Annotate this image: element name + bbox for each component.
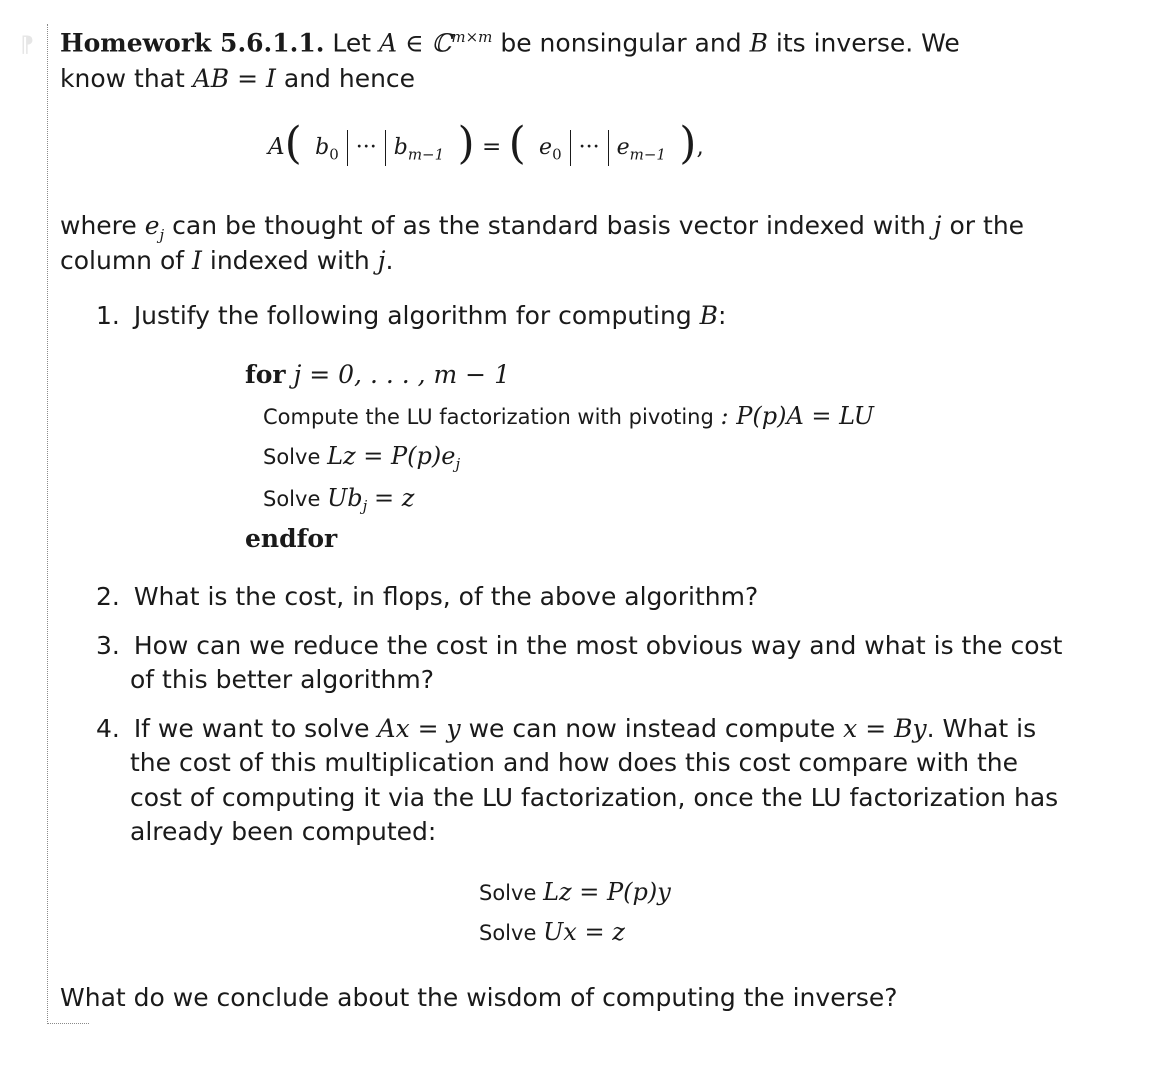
solve-math: Ux = z (543, 918, 625, 946)
list-text: the cost of this multiplication and how does this cost compare with the (130, 748, 1019, 777)
list-item-2 (96, 582, 758, 611)
math-equals: = (481, 134, 502, 160)
algo-step-1 (263, 402, 874, 430)
math-subscript: m−1 (629, 145, 666, 164)
math-ej: e (144, 211, 160, 240)
algo-for-expression: j = 0, . . . , m − 1 (293, 360, 510, 389)
math-Ax: Ax (377, 714, 410, 743)
homework-text: Let (332, 28, 372, 58)
column-bar (608, 130, 609, 166)
list-text: of this better algorithm? (130, 665, 434, 694)
math-j: j (933, 211, 942, 240)
where-text: where (60, 211, 137, 240)
math-dots: ··· (578, 135, 600, 160)
solve-step-2 (479, 918, 625, 946)
algo-for-line (245, 360, 510, 389)
algo-for-keyword: for (245, 360, 286, 389)
where-text: . (385, 246, 394, 275)
math-A-in-C: A ∈ ℂ (379, 28, 452, 58)
algo-step-3 (263, 484, 414, 515)
right-paren: ) (679, 118, 697, 169)
math-dots: ··· (355, 135, 377, 160)
math-equals: = (417, 714, 439, 743)
conclusion-line (60, 983, 898, 1012)
solve-text: Solve (479, 881, 537, 905)
where-text: indexed with (209, 246, 370, 275)
list-number: 2. (96, 582, 120, 611)
algo-step-text: Compute the LU factorization with pivoting (263, 405, 714, 429)
left-paren: ( (508, 118, 526, 169)
homework-text: its inverse. We (775, 28, 960, 58)
math-subscript: 0 (329, 145, 339, 164)
math-equals: = (865, 714, 887, 743)
where-text: column of (60, 246, 185, 275)
left-paren: ( (284, 118, 302, 169)
list-text: If we want to solve (133, 714, 370, 743)
homework-line-1 (60, 28, 960, 57)
column-bar (385, 130, 386, 166)
math-b0: b (315, 135, 330, 160)
list-number: 4. (96, 714, 120, 743)
algo-step-math: Lz = P(p)e (327, 442, 456, 470)
algo-endfor-keyword: endfor (245, 524, 338, 553)
column-bar (570, 130, 571, 166)
list-item-3 (96, 631, 1062, 660)
algo-step-2 (263, 442, 460, 473)
homework-text: and hence (283, 64, 416, 93)
where-line-1 (60, 211, 1024, 244)
math-subscript: 0 (552, 145, 562, 164)
homework-text: know that (60, 64, 185, 93)
list-number: 1. (96, 301, 120, 330)
math-B: B (749, 28, 768, 58)
algo-step-math: Ub (327, 484, 363, 512)
right-paren: ) (457, 118, 475, 169)
list-text: we can now instead compute (468, 714, 836, 743)
algo-step-math: : P(p)A = LU (720, 402, 875, 430)
algo-step-math: = z (374, 484, 415, 512)
solve-math: Lz = P(p)y (543, 878, 671, 906)
math-bm: b (393, 135, 408, 160)
homework-line-2 (60, 64, 415, 93)
list-text: Justify the following algorithm for computing (133, 301, 692, 330)
content-frame-border (47, 24, 49, 1024)
where-text: or the (949, 211, 1025, 240)
list-text: cost of computing it via the LU factorization, once the LU factorization has (130, 783, 1059, 812)
math-By: By (894, 714, 927, 743)
math-B: B (699, 301, 719, 330)
list-text: What is the cost, in flops, of the above algorithm? (133, 582, 759, 611)
math-equals: = (237, 64, 259, 93)
list-item-4-line-2 (130, 748, 1018, 777)
list-text: : (718, 301, 727, 330)
math-subscript: j (159, 226, 165, 244)
list-item-1 (96, 301, 726, 330)
list-text: already been computed: (130, 817, 437, 846)
list-item-4-line-3 (130, 783, 1058, 812)
algo-step-text: Solve (263, 487, 321, 511)
math-I: I (266, 64, 276, 93)
math-subscript: j (362, 497, 368, 516)
where-line-2 (60, 246, 393, 275)
math-subscript: j (455, 455, 461, 474)
solve-step-1 (479, 878, 671, 906)
where-text: can be thought of as the standard basis vector indexed with (172, 211, 926, 240)
algo-endfor-line (245, 524, 337, 553)
math-AB: AB (192, 64, 230, 93)
solve-text: Solve (479, 921, 537, 945)
math-A: A (268, 134, 285, 160)
homework-label: Homework 5.6.1.1. (60, 28, 325, 58)
homework-text: be nonsingular and (500, 28, 742, 58)
math-comma: , (696, 134, 704, 160)
math-em: e (616, 135, 630, 160)
math-x: x (843, 714, 858, 743)
math-j: j (377, 246, 386, 275)
math-e0: e (539, 135, 553, 160)
list-item-4 (96, 714, 1036, 743)
conclusion-text: What do we conclude about the wisdom of computing the inverse? (60, 983, 898, 1012)
math-superscript: m×m (451, 28, 493, 46)
paragraph-anchor-icon: ⁋ (20, 33, 34, 58)
list-text: . What is (926, 714, 1037, 743)
math-subscript: m−1 (407, 145, 445, 164)
list-text: How can we reduce the cost in the most obvious way and what is the cost (133, 631, 1063, 660)
content-frame-bottom (47, 1023, 89, 1025)
display-equation (268, 118, 704, 169)
column-bar (347, 130, 348, 166)
list-item-3-cont (130, 665, 434, 694)
list-number: 3. (96, 631, 120, 660)
algo-step-text: Solve (263, 445, 321, 469)
list-item-4-line-4 (130, 817, 436, 846)
math-I: I (192, 246, 202, 275)
math-y: y (446, 714, 461, 743)
